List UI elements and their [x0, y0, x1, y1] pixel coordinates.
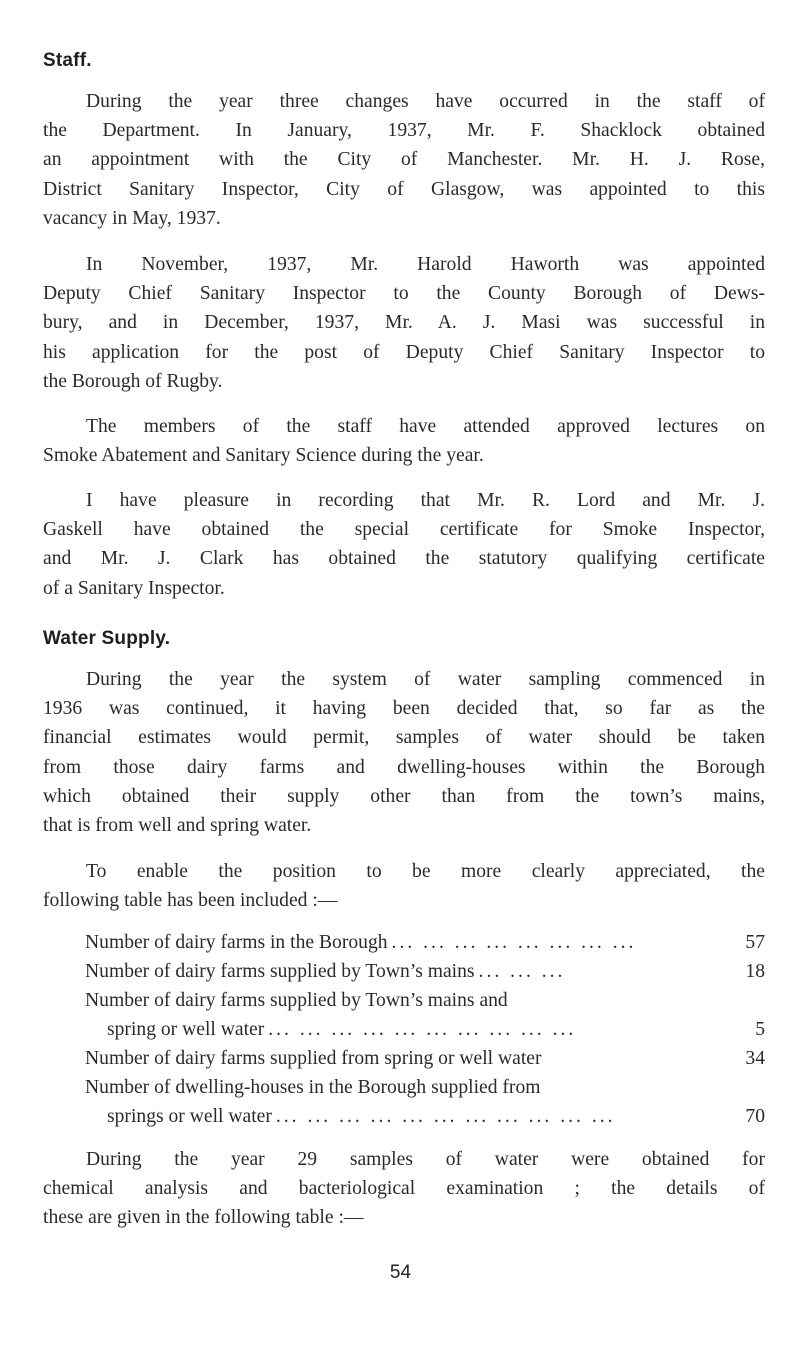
text-line: the Borough of Rugby. [43, 370, 223, 392]
text-line: During the year 29 samples of water were obtained for [86, 1149, 765, 1170]
text-line: an appointment with the City of Manchester. Mr. H. J. Rose, [43, 149, 765, 171]
water-supply-heading: Water Supply. [43, 628, 171, 649]
table-row [85, 1044, 765, 1073]
text-line: bury, and in December, 1937, Mr. A. J. Masi was successful in [43, 312, 765, 334]
text-line: these are given in the following table :— [43, 1207, 364, 1229]
table-row-line-1 [85, 986, 765, 1015]
leader-dots: ... ... ... ... ... ... ... ... ... ... [268, 1019, 577, 1040]
staff-heading: Staff. [43, 50, 92, 71]
text-line: financial estimates would permit, samples of water should be taken [43, 727, 765, 749]
staff-paragraph-4 [43, 486, 765, 603]
table-row [107, 1102, 765, 1131]
text-line: from those dairy farms and dwelling-houses within the Borough [43, 756, 765, 778]
leader-dots: ... ... ... [478, 961, 566, 982]
row-value: 70 [745, 1106, 765, 1127]
text-line: following table has been included :— [43, 890, 338, 912]
row-value: 18 [745, 961, 765, 982]
leader-dots: ... ... ... ... ... ... ... ... ... ... ... [275, 1106, 616, 1127]
row-label: Number of dairy farms supplied by Town’s mains and [85, 990, 508, 1011]
water-paragraph-2 [43, 857, 765, 915]
text-line: of a Sanitary Inspector. [43, 577, 225, 599]
staff-paragraph-1 [43, 87, 765, 233]
leader-dots [542, 1044, 735, 1073]
row-label: Number of dwelling-houses in the Borough supplied from [85, 1077, 541, 1098]
row-value: 34 [745, 1048, 765, 1069]
text-line: District Sanitary Inspector, City of Glasgow, was appointed to this [43, 178, 765, 200]
text-line: Deputy Chief Sanitary Inspector to the County Borough of Dews- [43, 283, 765, 305]
text-line: chemical analysis and bacteriological examination ; the details of [43, 1178, 765, 1200]
text-line: vacancy in May, 1937. [43, 207, 221, 229]
table-row [85, 928, 765, 957]
text-line: and Mr. J. Clark has obtained the statutory qualifying certificate [43, 548, 765, 570]
table-row [85, 957, 765, 986]
row-value: 57 [745, 932, 765, 953]
text-line: the Department. In January, 1937, Mr. F. Shacklock obtained [43, 120, 765, 142]
staff-paragraph-3 [43, 412, 765, 470]
water-paragraph-3 [43, 1145, 765, 1233]
staff-paragraph-2 [43, 250, 765, 396]
text-line: which obtained their supply other than from the town’s mains, [43, 785, 765, 807]
row-label: spring or well water [107, 1019, 265, 1040]
text-line: his application for the post of Deputy Chief Sanitary Inspector to [43, 341, 765, 363]
row-label: Number of dairy farms supplied by Town’s mains [85, 961, 475, 982]
text-line: In November, 1937, Mr. Harold Haworth was appointed [86, 254, 765, 275]
text-line: To enable the position to be more clearly appreciated, the [86, 861, 765, 882]
row-label: Number of dairy farms supplied from spring or well water [85, 1048, 542, 1069]
table-row [107, 1015, 765, 1044]
page-number: 54 [389, 1262, 412, 1283]
text-line: Gaskell have obtained the special certificate for Smoke Inspector, [43, 519, 765, 541]
text-line: I have pleasure in recording that Mr. R. Lord and Mr. J. [86, 490, 765, 511]
text-line: The members of the staff have attended approved lectures on [86, 416, 765, 437]
row-label: springs or well water [107, 1106, 272, 1127]
row-label: Number of dairy farms in the Borough [85, 932, 388, 953]
table-row-line-1 [85, 1073, 765, 1102]
text-line: that is from well and spring water. [43, 815, 312, 837]
text-line: 1936 was continued, it having been decided that, so far as the [43, 698, 765, 720]
text-line: During the year three changes have occurred in the staff of [86, 91, 765, 112]
leader-dots: ... ... ... ... ... ... ... ... [391, 932, 637, 953]
text-line: During the year the system of water sampling commenced in [86, 669, 765, 690]
water-paragraph-1 [43, 665, 765, 840]
row-value: 5 [755, 1019, 765, 1040]
text-line: Smoke Abatement and Sanitary Science during the year. [43, 445, 484, 467]
